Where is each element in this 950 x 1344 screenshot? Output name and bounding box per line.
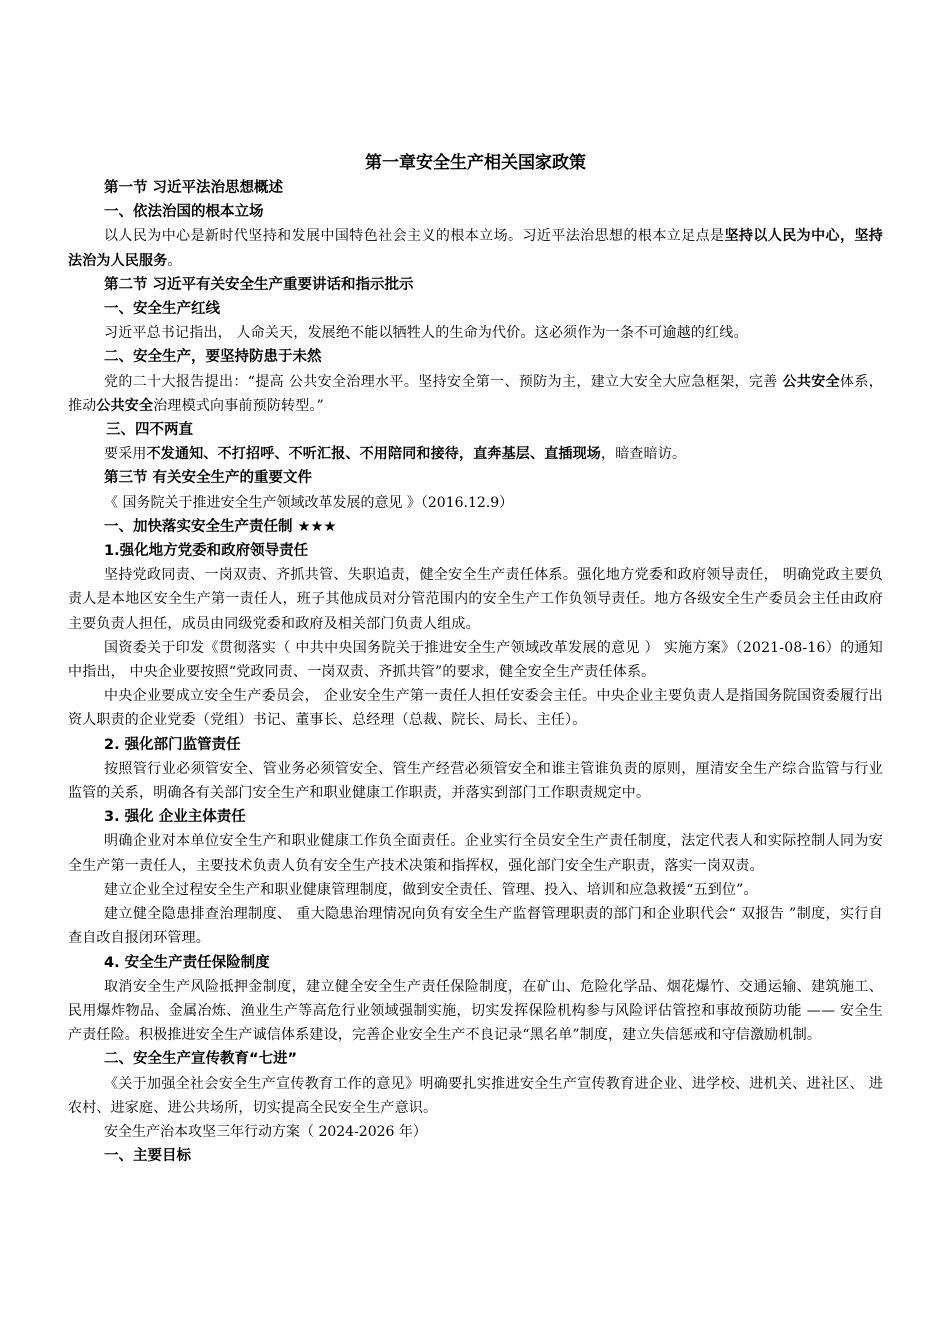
- sub-2-paragraph-1: 《关于加强全社会安全生产宣传教育工作的意见》明确要扎实推进安全生产宣传教育进企业、进学校、进机关、进社区、 进农村、进家庭、进公共场所，切实提高全民安全生产意识。: [68, 1075, 883, 1116]
- section-2-sub-2: 二、安全生产，要坚持防患于未然: [104, 349, 322, 366]
- section-1-sub-1: 一、依法治国的根本立场: [104, 204, 264, 221]
- text-run: 要采用: [104, 446, 147, 463]
- text-run: 以人民为中心是新时代坚持和发展中国特色社会主义的根本立场。习近平法治思想的根本立足点是: [104, 228, 725, 245]
- item-2-heading: 2. 强化部门监管责任: [104, 736, 241, 753]
- bold-run: 公共安全: [96, 397, 154, 414]
- item-3-paragraph-3: 建立健全隐患排查治理制度、 重大隐患治理情况向负有安全生产监督管理职责的部门和企业职代会“ 双报告 ”制度，实行自查自改自报闭环管理。: [68, 906, 883, 947]
- document-reference: 《 国务院关于推进安全生产领域改革发展的意见 》（2016.12.9）: [104, 494, 514, 511]
- section-2-paragraph-1: 习近平总书记指出， 人命关天，发展绝不能以牺牲人的生命为代价。这必须作为一条不可逾越的红线。: [104, 325, 748, 342]
- section-3-sub-3: 一、主要目标: [104, 1148, 191, 1165]
- item-3-paragraph-1: 明确企业对本单位安全生产和职业健康工作负全面责任。企业实行全员安全生产责任制度，法定代表人和实际控制人同为安全生产第一责任人，主要技术负责人负有安全生产技术决策和指挥权，强化部门安全生产职责，落实一岗双责。: [68, 833, 883, 874]
- item-4-paragraph-1: 取消安全生产风险抵押金制度，建立健全安全生产责任保险制度，在矿山、危险化学品、烟花爆竹、交通运输、建筑施工、民用爆炸物品、金属冶炼、渔业生产等高危行业领域强制实施，切实发挥保险机构参与风险评估管控和事故预防功能 —— 安全生产责任险。积极推进安全生产诚信体系建设，完善企业安全生产不良记录“黑名单”制度，建立失信惩戒和守信激励机制。: [68, 978, 883, 1044]
- text-run: 治理模式向事前预防转型。”: [153, 397, 324, 414]
- item-1-paragraph-3: 中央企业要成立安全生产委员会， 企业安全生产第一责任人担任安委会主任。中央企业主要负责人是指国务院国资委履行出资人职责的企业党委（党组）书记、董事长、总经理（总裁、院长、局长、主任）。: [68, 688, 883, 729]
- section-2-sub-3: 三、四不两直: [106, 422, 193, 439]
- item-3-paragraph-2: 建立企业全过程安全生产和职业健康管理制度，做到安全责任、管理、投入、培训和应急救援“五到位”。: [104, 881, 758, 898]
- item-2-paragraph-1: 按照管行业必须管安全、管业务必须管安全、管生产经营必须管安全和谁主管谁负责的原则，厘清安全生产综合监管与行业监管的关系，明确各有关部门安全生产和职业健康工作职责，并落实到部门工作职责规定中。: [68, 760, 883, 802]
- bold-run: 坚持以人民为中心，坚持法治为人民服务: [68, 228, 883, 269]
- bold-run: 公共安全: [782, 373, 841, 390]
- item-1-paragraph-1: 坚持党政同责、一岗双责、齐抓共管、失职追责，健全安全生产责任体系。强化地方党委和政府领导责任， 明确党政主要负责人是本地区安全生产第一责任人，班子其他成员对分管范围内的安全生产工作负领导责任。地方各级安全生产委员会主任由政府主要负责人担任，成员由同级党委和政府及相关部门负责人组成。: [68, 567, 883, 632]
- text-run: 体系，推动: [68, 373, 883, 414]
- section-3-heading: 第三节 有关安全生产的重要文件: [104, 470, 313, 487]
- text-run: 。: [167, 252, 182, 269]
- section-1-paragraph: [68, 224, 883, 272]
- item-1-paragraph-2: 国资委关于印发《贯彻落实（ 中共中央国务院关于推进安全生产领域改革发展的意见 ） 实施方案》（2021-08-16）的通知中指出， 中央企业要按照“党政同责、一岗双责、齐抓共管”的要求，健全安全生产责任体系。: [68, 639, 883, 681]
- item-3-heading: 3. 强化 企业主体责任: [104, 809, 246, 826]
- plan-title: 安全生产治本攻坚三年行动方案（ 2024-2026 年）: [104, 1123, 427, 1140]
- section-2-heading: 第二节 习近平有关安全生产重要讲话和指示批示: [104, 276, 414, 293]
- bold-run: 不发通知、不打招呼、不听汇报、不用陪同和接待，直奔基层、直插现场: [146, 446, 602, 463]
- document-body: [68, 150, 883, 1168]
- item-1-heading: 1.强化地方党委和政府领导责任: [104, 543, 309, 560]
- section-3-sub-1: 一、加快落实安全生产责任制 ★★★: [104, 518, 337, 535]
- section-2-sub-1: 一、安全生产红线: [104, 301, 220, 318]
- item-4-heading: 4. 安全生产责任保险制度: [104, 954, 270, 971]
- section-1-heading: 第一节 习近平法治思想概述: [104, 180, 284, 196]
- chapter-title: 第一章安全生产相关国家政策: [365, 153, 586, 173]
- text-run: ，暗查暗访。: [601, 446, 687, 463]
- section-2-paragraph-2: [68, 370, 883, 418]
- section-2-paragraph-3: [68, 442, 883, 466]
- text-run: 党的二十大报告提出：“提高 公共安全治理水平。坚持安全第一、预防为主，建立大安全大应急框架，完善: [104, 373, 783, 390]
- section-3-sub-2: 二、安全生产宣传教育“七进”: [104, 1051, 298, 1068]
